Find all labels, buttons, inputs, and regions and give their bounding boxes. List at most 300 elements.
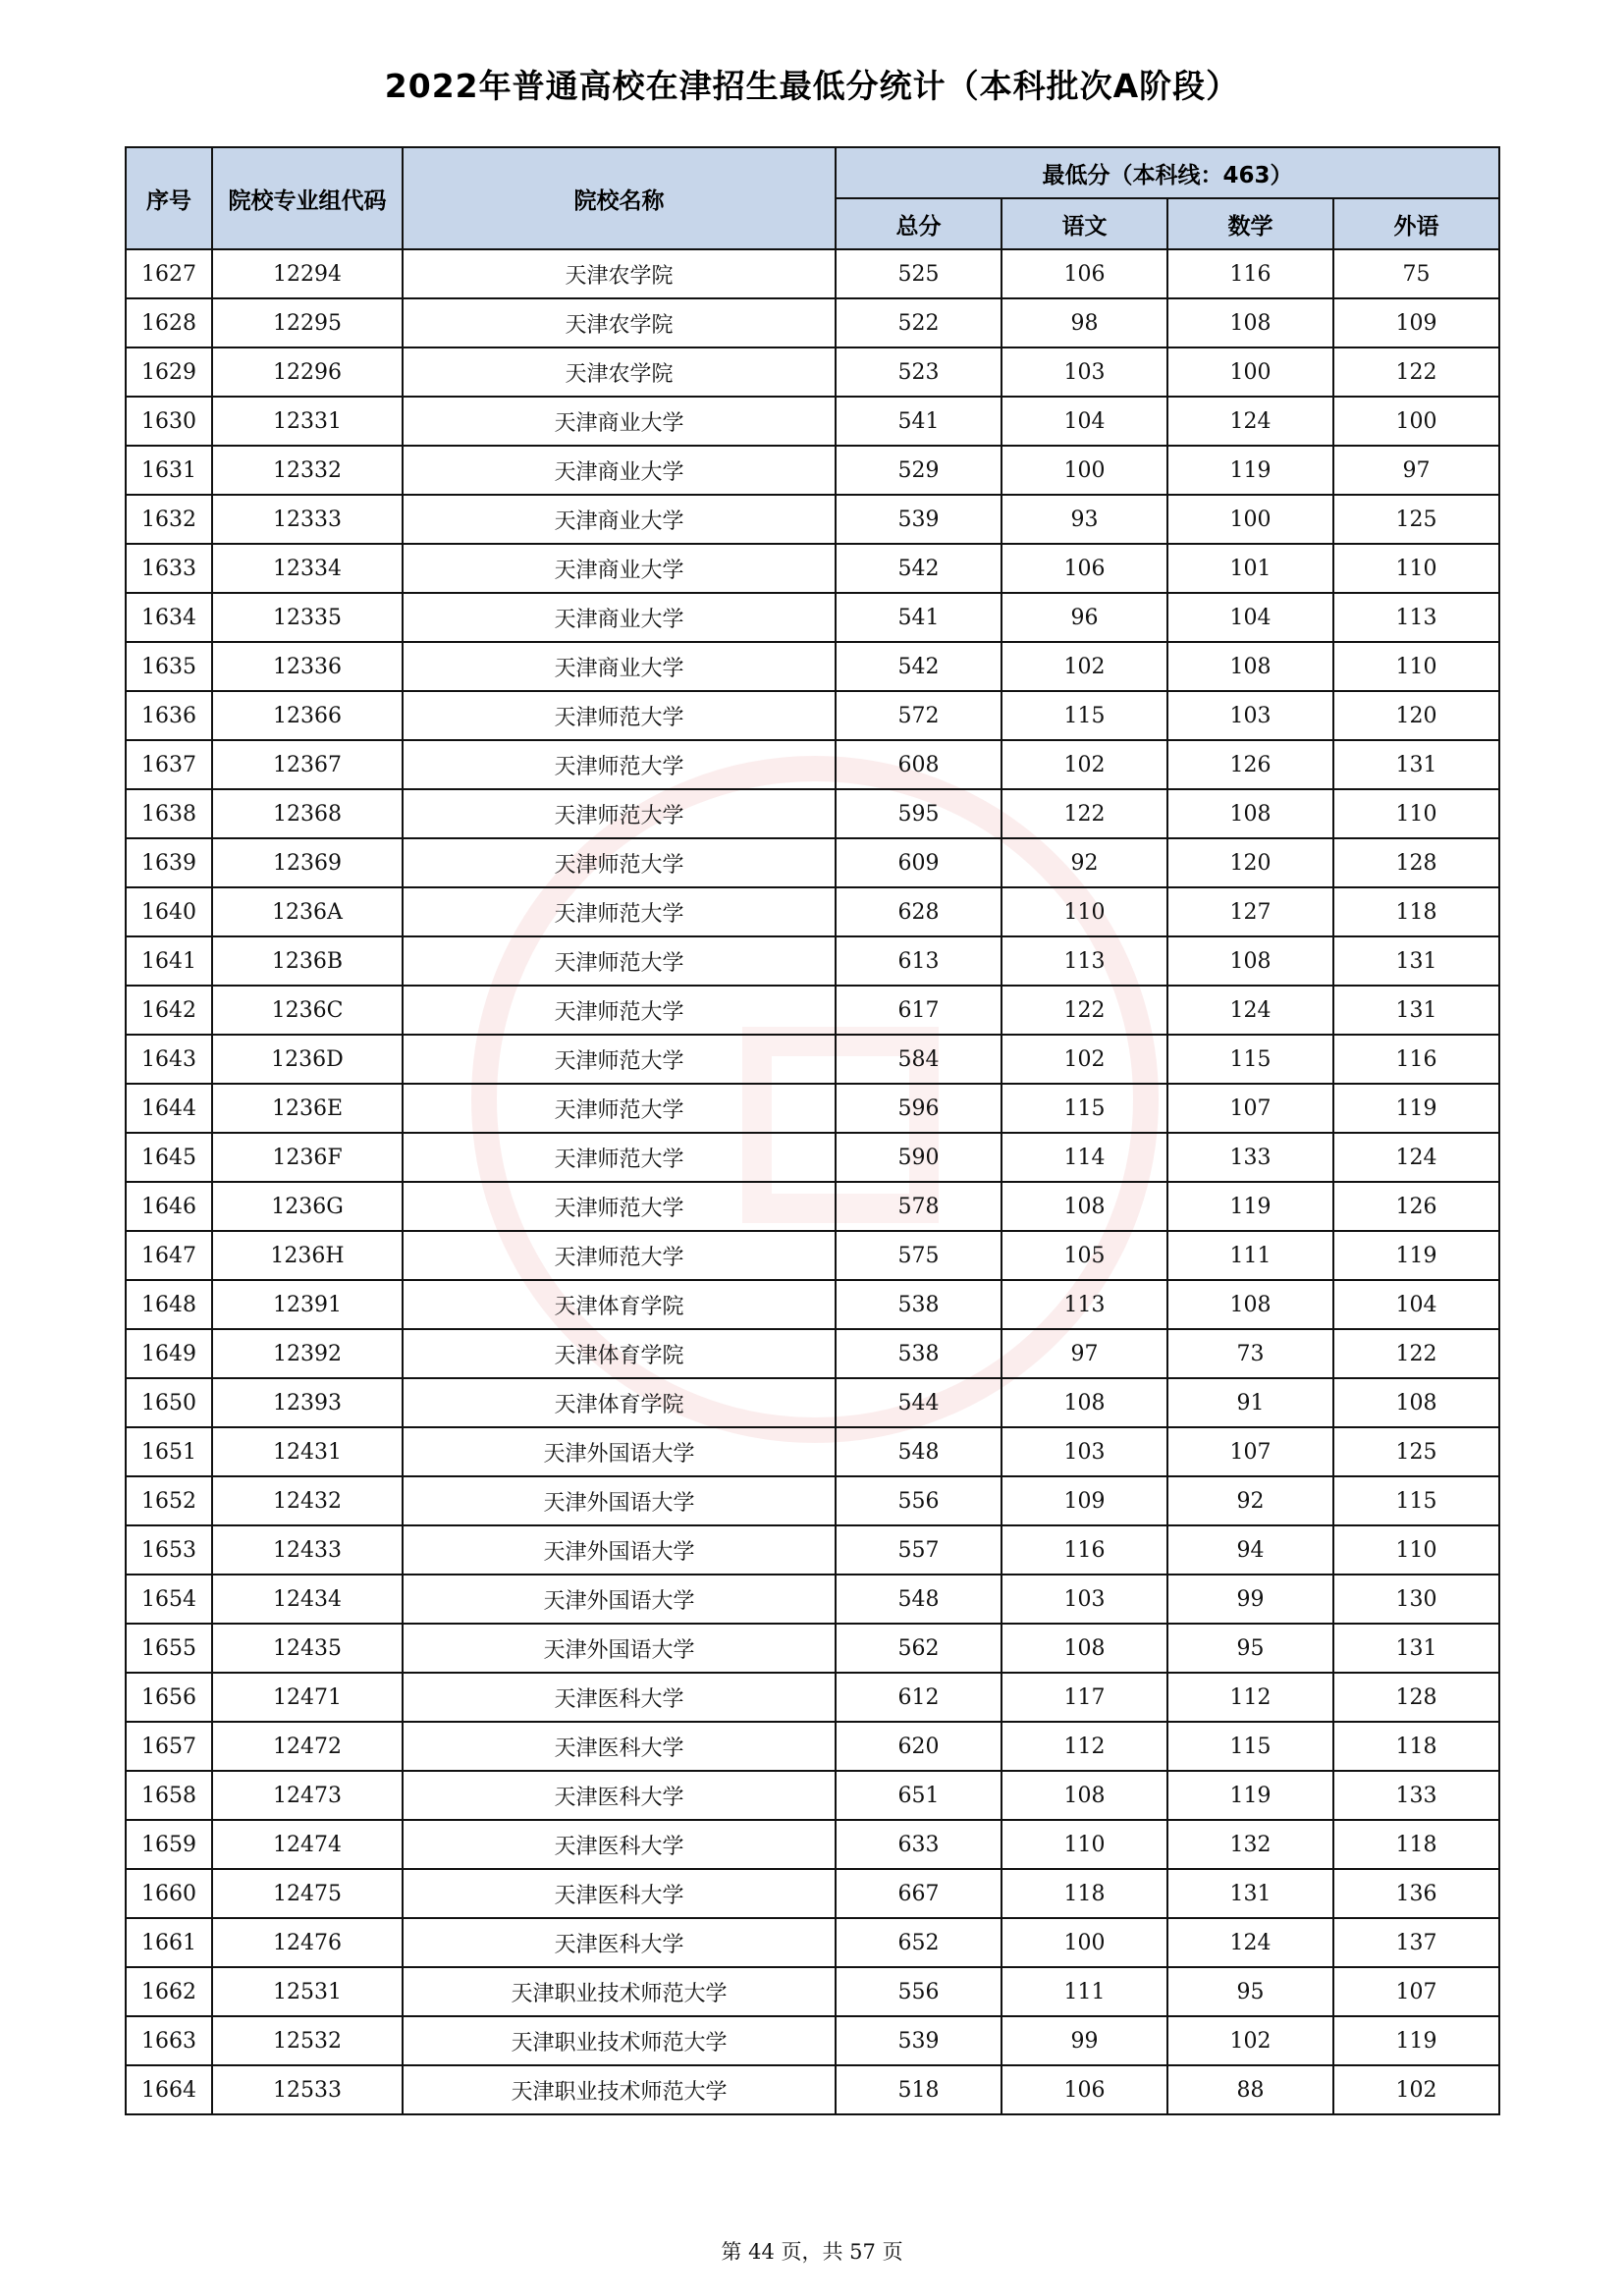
cell-foreign: 128 (1333, 838, 1499, 887)
cell-seq: 1635 (126, 642, 212, 691)
cell-seq: 1628 (126, 298, 212, 347)
cell-name: 天津师范大学 (403, 1084, 836, 1133)
cell-chinese: 115 (1001, 1084, 1167, 1133)
header-chinese: 语文 (1001, 198, 1167, 249)
cell-math: 116 (1167, 249, 1333, 298)
cell-name: 天津师范大学 (403, 691, 836, 740)
cell-seq: 1634 (126, 593, 212, 642)
cell-math: 126 (1167, 740, 1333, 789)
table-row (126, 249, 1499, 298)
cell-total: 584 (836, 1035, 1001, 1084)
cell-seq: 1663 (126, 2016, 212, 2065)
cell-math: 108 (1167, 936, 1333, 986)
cell-math: 88 (1167, 2065, 1333, 2114)
cell-seq: 1631 (126, 446, 212, 495)
cell-code: 12435 (212, 1624, 403, 1673)
cell-math: 95 (1167, 1624, 1333, 1673)
table-row (126, 1918, 1499, 1967)
cell-code: 12294 (212, 249, 403, 298)
cell-name: 天津商业大学 (403, 495, 836, 544)
cell-foreign: 130 (1333, 1575, 1499, 1624)
cell-foreign: 115 (1333, 1476, 1499, 1525)
cell-code: 12296 (212, 347, 403, 397)
cell-chinese: 106 (1001, 544, 1167, 593)
cell-chinese: 114 (1001, 1133, 1167, 1182)
header-foreign: 外语 (1333, 198, 1499, 249)
scores-table (125, 146, 1500, 2115)
cell-name: 天津医科大学 (403, 1673, 836, 1722)
cell-foreign: 126 (1333, 1182, 1499, 1231)
cell-name: 天津师范大学 (403, 887, 836, 936)
cell-code: 12392 (212, 1329, 403, 1378)
cell-total: 556 (836, 1476, 1001, 1525)
cell-name: 天津师范大学 (403, 1035, 836, 1084)
cell-math: 100 (1167, 495, 1333, 544)
cell-total: 667 (836, 1869, 1001, 1918)
cell-code: 12476 (212, 1918, 403, 1967)
cell-chinese: 118 (1001, 1869, 1167, 1918)
cell-code: 12531 (212, 1967, 403, 2016)
header-total: 总分 (836, 198, 1001, 249)
table-row (126, 544, 1499, 593)
cell-foreign: 119 (1333, 1084, 1499, 1133)
cell-total: 538 (836, 1280, 1001, 1329)
cell-foreign: 125 (1333, 1427, 1499, 1476)
cell-foreign: 120 (1333, 691, 1499, 740)
cell-name: 天津师范大学 (403, 1182, 836, 1231)
cell-total: 539 (836, 2016, 1001, 2065)
cell-seq: 1664 (126, 2065, 212, 2114)
cell-total: 525 (836, 249, 1001, 298)
cell-math: 107 (1167, 1084, 1333, 1133)
cell-seq: 1648 (126, 1280, 212, 1329)
cell-math: 100 (1167, 347, 1333, 397)
page-title: 2022年普通高校在津招生最低分统计（本科批次A阶段） (384, 67, 1240, 105)
cell-math: 102 (1167, 2016, 1333, 2065)
cell-name: 天津师范大学 (403, 936, 836, 986)
cell-chinese: 109 (1001, 1476, 1167, 1525)
cell-total: 596 (836, 1084, 1001, 1133)
cell-chinese: 103 (1001, 1427, 1167, 1476)
cell-foreign: 102 (1333, 2065, 1499, 2114)
cell-chinese: 108 (1001, 1378, 1167, 1427)
cell-chinese: 99 (1001, 2016, 1167, 2065)
cell-seq: 1627 (126, 249, 212, 298)
cell-foreign: 119 (1333, 2016, 1499, 2065)
cell-foreign: 107 (1333, 1967, 1499, 2016)
table-row (126, 936, 1499, 986)
cell-foreign: 122 (1333, 347, 1499, 397)
cell-code: 1236E (212, 1084, 403, 1133)
cell-name: 天津师范大学 (403, 1231, 836, 1280)
table-row (126, 397, 1499, 446)
cell-chinese: 103 (1001, 347, 1167, 397)
cell-name: 天津职业技术师范大学 (403, 2065, 836, 2114)
cell-total: 633 (836, 1820, 1001, 1869)
cell-name: 天津师范大学 (403, 1133, 836, 1182)
cell-chinese: 106 (1001, 249, 1167, 298)
cell-seq: 1632 (126, 495, 212, 544)
cell-code: 12369 (212, 838, 403, 887)
cell-chinese: 110 (1001, 1820, 1167, 1869)
cell-chinese: 106 (1001, 2065, 1167, 2114)
cell-code: 12334 (212, 544, 403, 593)
table-row (126, 1869, 1499, 1918)
cell-math: 119 (1167, 1771, 1333, 1820)
cell-math: 120 (1167, 838, 1333, 887)
cell-math: 108 (1167, 789, 1333, 838)
cell-seq: 1637 (126, 740, 212, 789)
cell-math: 73 (1167, 1329, 1333, 1378)
cell-math: 124 (1167, 986, 1333, 1035)
cell-seq: 1640 (126, 887, 212, 936)
cell-foreign: 133 (1333, 1771, 1499, 1820)
cell-chinese: 102 (1001, 642, 1167, 691)
cell-name: 天津职业技术师范大学 (403, 2016, 836, 2065)
table-row (126, 740, 1499, 789)
cell-total: 518 (836, 2065, 1001, 2114)
cell-total: 522 (836, 298, 1001, 347)
cell-math: 115 (1167, 1722, 1333, 1771)
cell-total: 609 (836, 838, 1001, 887)
table-row (126, 1035, 1499, 1084)
cell-math: 94 (1167, 1525, 1333, 1575)
cell-math: 124 (1167, 397, 1333, 446)
cell-math: 103 (1167, 691, 1333, 740)
cell-code: 12474 (212, 1820, 403, 1869)
table-row (126, 642, 1499, 691)
cell-seq: 1661 (126, 1918, 212, 1967)
cell-name: 天津农学院 (403, 298, 836, 347)
cell-chinese: 108 (1001, 1182, 1167, 1231)
cell-seq: 1656 (126, 1673, 212, 1722)
table-row (126, 1231, 1499, 1280)
cell-math: 132 (1167, 1820, 1333, 1869)
cell-math: 91 (1167, 1378, 1333, 1427)
cell-math: 115 (1167, 1035, 1333, 1084)
cell-name: 天津师范大学 (403, 789, 836, 838)
cell-foreign: 110 (1333, 642, 1499, 691)
cell-math: 108 (1167, 298, 1333, 347)
cell-total: 608 (836, 740, 1001, 789)
cell-total: 612 (836, 1673, 1001, 1722)
cell-code: 12434 (212, 1575, 403, 1624)
cell-foreign: 110 (1333, 789, 1499, 838)
cell-seq: 1660 (126, 1869, 212, 1918)
table-row (126, 2065, 1499, 2114)
cell-foreign: 118 (1333, 887, 1499, 936)
cell-foreign: 131 (1333, 936, 1499, 986)
cell-foreign: 108 (1333, 1378, 1499, 1427)
cell-name: 天津医科大学 (403, 1820, 836, 1869)
cell-name: 天津农学院 (403, 347, 836, 397)
cell-name: 天津商业大学 (403, 397, 836, 446)
cell-name: 天津师范大学 (403, 986, 836, 1035)
cell-foreign: 137 (1333, 1918, 1499, 1967)
header-name: 院校名称 (403, 147, 836, 249)
cell-seq: 1655 (126, 1624, 212, 1673)
cell-chinese: 112 (1001, 1722, 1167, 1771)
cell-chinese: 98 (1001, 298, 1167, 347)
cell-chinese: 115 (1001, 691, 1167, 740)
cell-foreign: 128 (1333, 1673, 1499, 1722)
table-row (126, 1182, 1499, 1231)
cell-math: 131 (1167, 1869, 1333, 1918)
table-header-row (126, 147, 1499, 198)
cell-math: 112 (1167, 1673, 1333, 1722)
cell-total: 620 (836, 1722, 1001, 1771)
table-row (126, 838, 1499, 887)
cell-total: 523 (836, 347, 1001, 397)
cell-code: 12367 (212, 740, 403, 789)
header-min-score-group: 最低分（本科线：463） (836, 147, 1499, 198)
table-row (126, 1575, 1499, 1624)
cell-name: 天津外国语大学 (403, 1624, 836, 1673)
cell-total: 575 (836, 1231, 1001, 1280)
cell-total: 578 (836, 1182, 1001, 1231)
cell-foreign: 104 (1333, 1280, 1499, 1329)
table-row (126, 1722, 1499, 1771)
cell-seq: 1636 (126, 691, 212, 740)
cell-seq: 1643 (126, 1035, 212, 1084)
table-row (126, 495, 1499, 544)
cell-total: 556 (836, 1967, 1001, 2016)
cell-chinese: 102 (1001, 1035, 1167, 1084)
cell-total: 617 (836, 986, 1001, 1035)
table-row (126, 1624, 1499, 1673)
cell-name: 天津外国语大学 (403, 1427, 836, 1476)
cell-seq: 1651 (126, 1427, 212, 1476)
cell-foreign: 131 (1333, 1624, 1499, 1673)
cell-name: 天津体育学院 (403, 1378, 836, 1427)
cell-foreign: 97 (1333, 446, 1499, 495)
table-row (126, 1525, 1499, 1575)
cell-total: 628 (836, 887, 1001, 936)
table-row (126, 446, 1499, 495)
cell-math: 92 (1167, 1476, 1333, 1525)
cell-code: 1236F (212, 1133, 403, 1182)
cell-code: 12393 (212, 1378, 403, 1427)
cell-math: 108 (1167, 642, 1333, 691)
table-row (126, 1084, 1499, 1133)
cell-code: 12332 (212, 446, 403, 495)
cell-name: 天津职业技术师范大学 (403, 1967, 836, 2016)
cell-code: 12471 (212, 1673, 403, 1722)
cell-total: 652 (836, 1918, 1001, 1967)
cell-code: 12532 (212, 2016, 403, 2065)
cell-foreign: 125 (1333, 495, 1499, 544)
cell-name: 天津外国语大学 (403, 1476, 836, 1525)
cell-chinese: 100 (1001, 446, 1167, 495)
cell-name: 天津医科大学 (403, 1722, 836, 1771)
cell-chinese: 122 (1001, 789, 1167, 838)
cell-foreign: 118 (1333, 1820, 1499, 1869)
cell-total: 538 (836, 1329, 1001, 1378)
cell-foreign: 75 (1333, 249, 1499, 298)
cell-total: 541 (836, 397, 1001, 446)
cell-seq: 1649 (126, 1329, 212, 1378)
table-row (126, 691, 1499, 740)
cell-code: 12368 (212, 789, 403, 838)
cell-math: 111 (1167, 1231, 1333, 1280)
cell-code: 1236D (212, 1035, 403, 1084)
cell-math: 127 (1167, 887, 1333, 936)
cell-name: 天津体育学院 (403, 1280, 836, 1329)
table-row (126, 2016, 1499, 2065)
cell-total: 595 (836, 789, 1001, 838)
cell-chinese: 93 (1001, 495, 1167, 544)
cell-seq: 1652 (126, 1476, 212, 1525)
cell-foreign: 119 (1333, 1231, 1499, 1280)
cell-code: 12391 (212, 1280, 403, 1329)
cell-chinese: 117 (1001, 1673, 1167, 1722)
cell-name: 天津商业大学 (403, 642, 836, 691)
cell-math: 104 (1167, 593, 1333, 642)
table-row (126, 1329, 1499, 1378)
cell-chinese: 110 (1001, 887, 1167, 936)
header-seq: 序号 (126, 147, 212, 249)
table-row (126, 1771, 1499, 1820)
cell-seq: 1642 (126, 986, 212, 1035)
cell-seq: 1644 (126, 1084, 212, 1133)
cell-seq: 1662 (126, 1967, 212, 2016)
table-row (126, 1476, 1499, 1525)
cell-total: 548 (836, 1575, 1001, 1624)
cell-seq: 1650 (126, 1378, 212, 1427)
cell-chinese: 108 (1001, 1624, 1167, 1673)
table-row (126, 1427, 1499, 1476)
cell-code: 12431 (212, 1427, 403, 1476)
cell-chinese: 113 (1001, 936, 1167, 986)
cell-name: 天津医科大学 (403, 1918, 836, 1967)
cell-total: 562 (836, 1624, 1001, 1673)
cell-math: 119 (1167, 1182, 1333, 1231)
cell-code: 12432 (212, 1476, 403, 1525)
cell-seq: 1645 (126, 1133, 212, 1182)
cell-code: 1236B (212, 936, 403, 986)
cell-math: 133 (1167, 1133, 1333, 1182)
cell-foreign: 110 (1333, 1525, 1499, 1575)
cell-seq: 1639 (126, 838, 212, 887)
cell-foreign: 109 (1333, 298, 1499, 347)
table-row (126, 789, 1499, 838)
cell-code: 1236H (212, 1231, 403, 1280)
cell-math: 107 (1167, 1427, 1333, 1476)
table-row (126, 986, 1499, 1035)
cell-seq: 1653 (126, 1525, 212, 1575)
cell-code: 1236G (212, 1182, 403, 1231)
cell-code: 12533 (212, 2065, 403, 2114)
header-code: 院校专业组代码 (212, 147, 403, 249)
cell-seq: 1629 (126, 347, 212, 397)
cell-code: 12295 (212, 298, 403, 347)
cell-code: 1236A (212, 887, 403, 936)
cell-name: 天津医科大学 (403, 1771, 836, 1820)
cell-seq: 1659 (126, 1820, 212, 1869)
cell-seq: 1654 (126, 1575, 212, 1624)
cell-code: 1236C (212, 986, 403, 1035)
cell-seq: 1647 (126, 1231, 212, 1280)
cell-chinese: 100 (1001, 1918, 1167, 1967)
table-body (126, 249, 1499, 2114)
cell-total: 572 (836, 691, 1001, 740)
cell-math: 108 (1167, 1280, 1333, 1329)
cell-chinese: 96 (1001, 593, 1167, 642)
cell-chinese: 97 (1001, 1329, 1167, 1378)
cell-chinese: 105 (1001, 1231, 1167, 1280)
table-row (126, 1133, 1499, 1182)
table-row (126, 1280, 1499, 1329)
table-row (126, 1673, 1499, 1722)
cell-name: 天津体育学院 (403, 1329, 836, 1378)
cell-code: 12333 (212, 495, 403, 544)
table-row (126, 593, 1499, 642)
cell-math: 124 (1167, 1918, 1333, 1967)
cell-code: 12475 (212, 1869, 403, 1918)
cell-seq: 1658 (126, 1771, 212, 1820)
cell-code: 12366 (212, 691, 403, 740)
cell-name: 天津商业大学 (403, 544, 836, 593)
cell-chinese: 103 (1001, 1575, 1167, 1624)
cell-total: 539 (836, 495, 1001, 544)
cell-name: 天津师范大学 (403, 740, 836, 789)
cell-total: 529 (836, 446, 1001, 495)
cell-foreign: 118 (1333, 1722, 1499, 1771)
cell-chinese: 111 (1001, 1967, 1167, 2016)
table-row (126, 1378, 1499, 1427)
cell-seq: 1646 (126, 1182, 212, 1231)
table-row (126, 298, 1499, 347)
table-row (126, 347, 1499, 397)
cell-math: 119 (1167, 446, 1333, 495)
cell-name: 天津商业大学 (403, 593, 836, 642)
cell-foreign: 131 (1333, 986, 1499, 1035)
cell-total: 541 (836, 593, 1001, 642)
cell-name: 天津商业大学 (403, 446, 836, 495)
cell-chinese: 116 (1001, 1525, 1167, 1575)
cell-code: 12331 (212, 397, 403, 446)
cell-total: 544 (836, 1378, 1001, 1427)
cell-foreign: 122 (1333, 1329, 1499, 1378)
cell-name: 天津农学院 (403, 249, 836, 298)
cell-total: 557 (836, 1525, 1001, 1575)
cell-total: 542 (836, 544, 1001, 593)
cell-seq: 1638 (126, 789, 212, 838)
cell-code: 12472 (212, 1722, 403, 1771)
cell-foreign: 116 (1333, 1035, 1499, 1084)
cell-total: 651 (836, 1771, 1001, 1820)
cell-seq: 1633 (126, 544, 212, 593)
cell-seq: 1657 (126, 1722, 212, 1771)
cell-name: 天津外国语大学 (403, 1525, 836, 1575)
cell-code: 12335 (212, 593, 403, 642)
cell-foreign: 110 (1333, 544, 1499, 593)
cell-foreign: 113 (1333, 593, 1499, 642)
cell-total: 613 (836, 936, 1001, 986)
cell-name: 天津外国语大学 (403, 1575, 836, 1624)
cell-foreign: 100 (1333, 397, 1499, 446)
page-footer: 第 44 页，共 57 页 (721, 2240, 903, 2264)
cell-chinese: 92 (1001, 838, 1167, 887)
cell-math: 101 (1167, 544, 1333, 593)
cell-code: 12433 (212, 1525, 403, 1575)
cell-chinese: 102 (1001, 740, 1167, 789)
header-math: 数学 (1167, 198, 1333, 249)
cell-seq: 1630 (126, 397, 212, 446)
cell-seq: 1641 (126, 936, 212, 986)
cell-chinese: 113 (1001, 1280, 1167, 1329)
cell-name: 天津师范大学 (403, 838, 836, 887)
